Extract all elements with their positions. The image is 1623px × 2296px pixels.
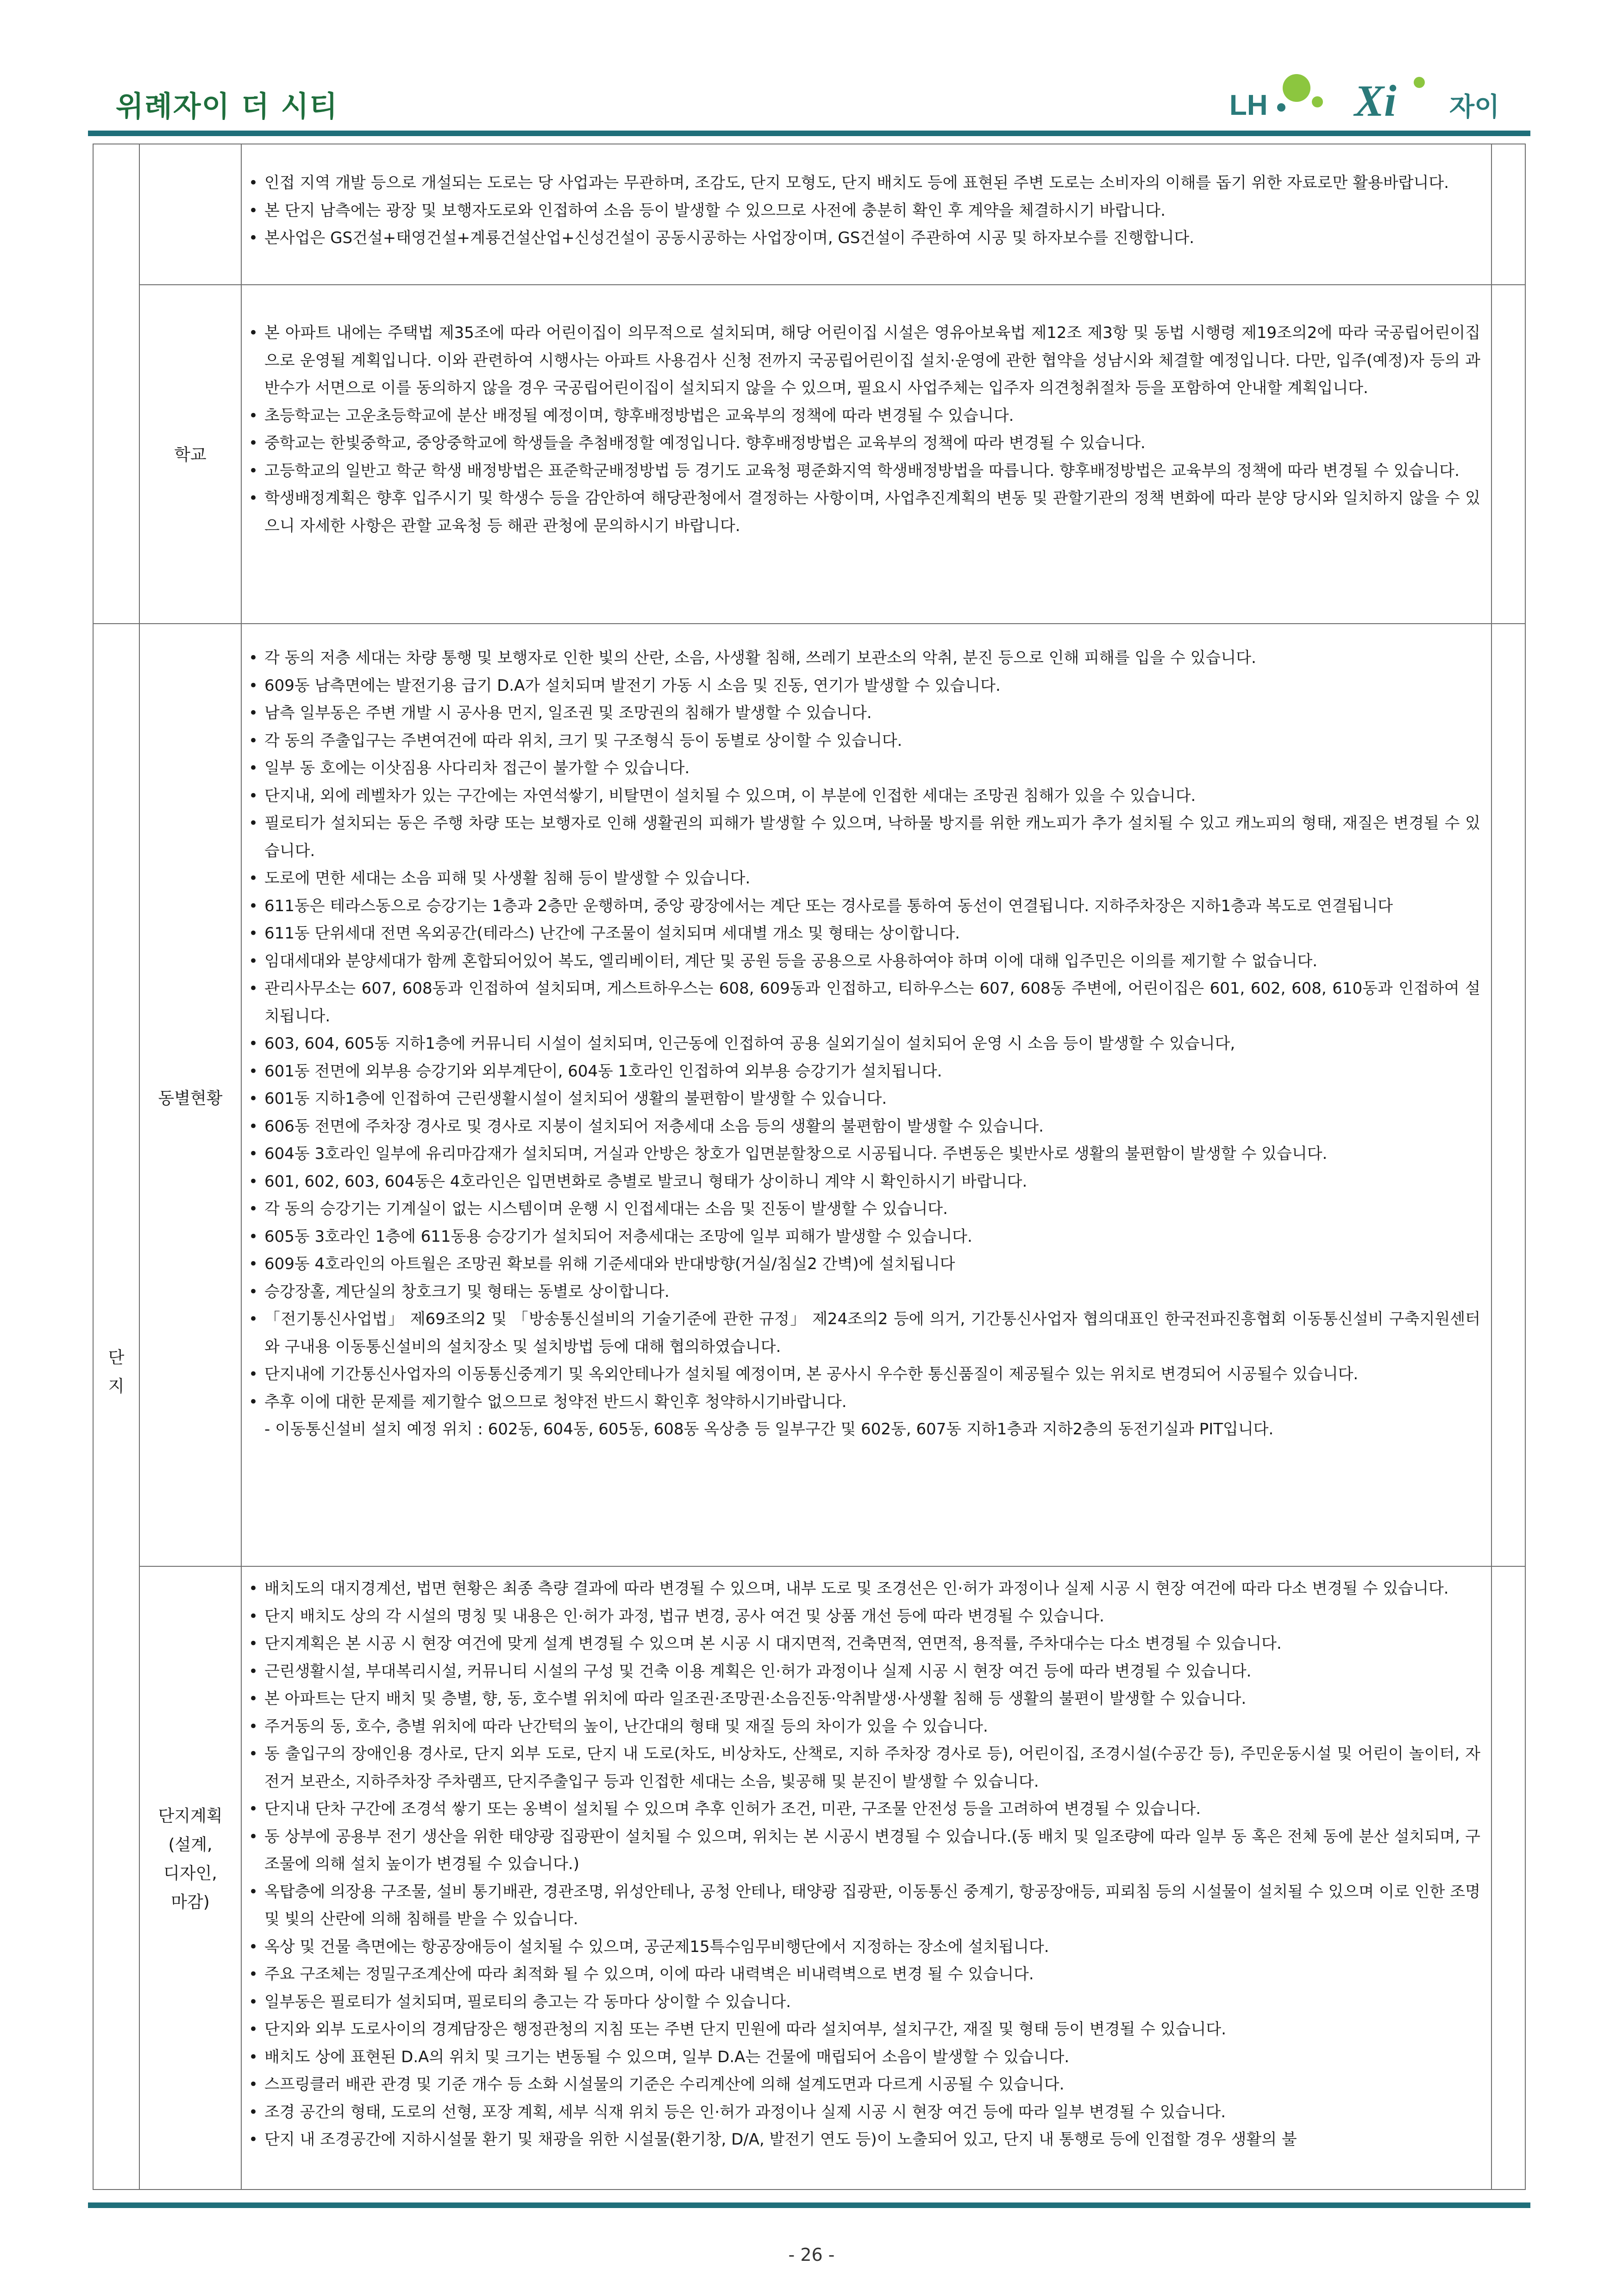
row-label-plan — [140, 1802, 241, 1917]
plan-label-line-4: 마감) — [171, 1893, 210, 1912]
list-item: • 606동 전면에 주차장 경사로 및 경사로 지붕이 설치되어 저층세대 소음 등의 생활의 불편함이 발생할 수 있습니다. — [249, 1113, 1480, 1141]
list-item: • 605동 3호라인 1층에 611동용 승강기가 설치되어 저층세대는 조망에 일부 피해가 발생할 수 있습니다. — [249, 1223, 1480, 1251]
list-item: • 배치도의 대지경계선, 법면 현황은 최종 측량 결과에 따라 변경될 수 있으며, 내부 도로 및 조경선은 인·허가 과정이나 실제 시공 시 현장 여건에 따라 다소 변경될 수 있습니다. — [249, 1575, 1480, 1603]
row-label-school: 학교 — [174, 445, 207, 464]
list-item: • 일부 동 호에는 이삿짐용 사다리차 접근이 불가할 수 있습니다. — [249, 755, 1480, 782]
list-item: • 동 상부에 공용부 전기 생산을 위한 태양광 집광판이 설치될 수 있으며, 위치는 본 시공시 변경될 수 있습니다.(동 배치 및 일조량에 따라 일부 동 혹은 전체 동에 분산 설치되며, 구조물에 의해 설치 높이가 변경될 수 있습니다.) — [249, 1823, 1480, 1878]
list-item: • 주요 구조체는 정밀구조계산에 따라 최적화 될 수 있으며, 이에 따라 내력벽은 비내력벽으로 변경 될 수 있습니다. — [249, 1961, 1480, 1989]
xi-brand-text: 자이 — [1449, 92, 1500, 122]
lh-logo-dot-small — [1312, 96, 1323, 107]
notice-table — [93, 144, 1526, 2190]
top-section-text — [249, 169, 1480, 252]
plan-section-text — [249, 1575, 1480, 2154]
list-item: • 인접 지역 개발 등으로 개설되는 도로는 당 사업과는 무관하며, 조감도, 단지 모형도, 단지 배치도 등에 표현된 주변 도로는 소비자의 이해를 돕기 위한 자료로만 활용바랍니다. — [249, 169, 1480, 197]
list-item: • 본 아파트 내에는 주택법 제35조에 따라 어린이집이 의무적으로 설치되며, 해당 어린이집 시설은 영유아보육법 제12조 제3항 및 동법 시행령 제19조의2에 따라 국공립어린이집으로 운영될 계획입니다. 이와 관련하여 시행사는 아파트 사용검사 신청 전까지 국공립어린이집 설치·운영에 관한 협약을 성남시와 체결할 예정입니다. 다만, 입주(예정)자 등의 과반수가 서면으로 이를 동의하지 않을 경우 국공립어린이집이 설치되지 않을 수 있으며, 필요시 사업주체는 입주자 의견청취절차 등을 포함하여 안내할 계획입니다. — [249, 319, 1480, 402]
plan-label-line-2: (설계, — [168, 1835, 213, 1854]
xi-logo-text: Xi — [1354, 76, 1397, 125]
page-number: - 26 - — [788, 2245, 835, 2265]
list-item: • 일부동은 필로티가 설치되며, 필로티의 층고는 각 동마다 상이할 수 있습니다. — [249, 1989, 1480, 2016]
col-divider-2 — [241, 144, 242, 2189]
list-item: • 배치도 상에 표현된 D.A의 위치 및 크기는 변동될 수 있으며, 일부 D.A는 건물에 매립되어 소음이 발생할 수 있습니다. — [249, 2044, 1480, 2071]
list-item: • 603, 604, 605동 지하1층에 커뮤니티 시설이 설치되며, 인근동에 인접하여 공용 실외기실이 설치되어 운영 시 소음 등이 발생할 수 있습니다, — [249, 1030, 1480, 1058]
list-item: • 단지계획은 본 시공 시 현장 여건에 맞게 설계 변경될 수 있으며 본 시공 시 대지면적, 건축면적, 연면적, 용적률, 주차대수는 다소 변경될 수 있습니다. — [249, 1630, 1480, 1658]
list-item: • 601, 602, 603, 604동은 4호라인은 입면변화로 층별로 발코니 형태가 상이하니 계약 시 확인하시기 바랍니다. — [249, 1168, 1480, 1196]
list-item: • 609동 남측면에는 발전기용 급기 D.A가 설치되며 발전기 가동 시 소음 및 진동, 연기가 발생할 수 있습니다. — [249, 672, 1480, 700]
row-divider-building — [139, 1566, 1525, 1567]
page-header — [88, 76, 1530, 130]
lh-xi-logo — [1202, 69, 1526, 125]
list-item: • 단지내, 외에 레벨차가 있는 구간에는 자연석쌓기, 비탈면이 설치될 수 있으며, 이 부분에 인접한 세대는 조망권 침해가 있을 수 있습니다. — [249, 782, 1480, 810]
list-item: • 동 출입구의 장애인용 경사로, 단지 외부 도로, 단지 내 도로(차도, 비상차도, 산책로, 지하 주차장 경사로 등), 어린이집, 조경시설(수공간 등), 주민운동시설 및 어린이 놀이터, 자전거 보관소, 지하주차장 주차램프, 단지주출입구 등과 인접한 세대는 소음, 빛공해 및 분진이 발생할 수 있습니다. — [249, 1740, 1480, 1796]
list-item: • 601동 전면에 외부용 승강기와 외부계단이, 604동 1호라인 인접하여 외부용 승강기가 설치됩니다. — [249, 1058, 1480, 1086]
sub-note: - 이동통신설비 설치 예정 위치 : 602동, 604동, 605동, 608동 옥상층 등 일부구간 및 602동, 607동 지하1층과 지하2층의 동전기실과 PIT입니다. — [264, 1420, 1274, 1439]
list-item: • 601동 지하1층에 인접하여 근린생활시설이 설치되어 생활의 불편함이 발생할 수 있습니다. — [249, 1085, 1480, 1113]
list-item: • 옥탑층에 의장용 구조물, 설비 통기배관, 경관조명, 위성안테나, 공청 안테나, 태양광 집광판, 이동통신 중계기, 항공장애등, 피뢰침 등의 시설물이 설치될 수 있으며 이로 인한 조명 및 빛의 산란에 의해 침해를 받을 수 있습니다. — [249, 1878, 1480, 1933]
list-item: • 각 동의 승강기는 기계실이 없는 시스템이며 운행 시 인접세대는 소음 및 진동이 발생할 수 있습니다. — [249, 1195, 1480, 1223]
list-item: • 근린생활시설, 부대복리시설, 커뮤니티 시설의 구성 및 건축 이용 계획은 인·허가 과정이나 실제 시공 시 현장 여건 등에 따라 변경될 수 있습니다. — [249, 1658, 1480, 1686]
category-danji-char-2: 지 — [108, 1377, 125, 1396]
category-danji-char-1: 단 — [108, 1348, 125, 1367]
list-item: • 604동 3호라인 일부에 유리마감재가 설치되며, 거실과 안방은 창호가 입면분할창으로 시공됩니다. 주변동은 빛반사로 생활의 불편함이 발생할 수 있습니다. — [249, 1140, 1480, 1168]
list-item: • 각 동의 저층 세대는 차량 통행 및 보행자로 인한 빛의 산란, 소음, 사생활 침해, 쓰레기 보관소의 악취, 분진 등으로 인해 피해를 입을 수 있습니다. — [249, 644, 1480, 672]
list-item: • 중학교는 한빛중학교, 중앙중학교에 학생들을 추첨배정할 예정입니다. 향후배정방법은 교육부의 정책에 따라 변경될 수 있습니다. — [249, 430, 1480, 457]
list-item: • 조경 공간의 형태, 도로의 선형, 포장 계획, 세부 식재 위치 등은 인·허가 과정이나 실제 시공 시 현장 여건 등에 따라 일부 변경될 수 있습니다. — [249, 2099, 1480, 2127]
list-item: • 「전기통신사업법」 제69조의2 및 「방송통신설비의 기술기준에 관한 규정」 제24조의2 등에 의거, 기간통신사업자 협의대표인 한국전파진흥협회 이동통신설비 구축지원센터와 구내용 이동통신설비의 설치장소 및 설치방법 등에 대해 협의하였습니다. — [249, 1306, 1480, 1361]
list-item: • 609동 4호라인의 아트월은 조망권 확보를 위해 기준세대와 반대방향(거실/침실2 간벽)에 설치됩니다 — [249, 1251, 1480, 1278]
col-divider-3 — [1491, 144, 1492, 2189]
list-item: • 학생배정계획은 향후 입주시기 및 학생수 등을 감안하여 해당관청에서 결정하는 사항이며, 사업추진계획의 변동 및 관할기관의 정책 변화에 따라 분양 당시와 일치하지 않을 수 있으니 자세한 사항은 관할 교육청 등 해관 관청에 문의하시기 바랍니다. — [249, 485, 1480, 540]
row-divider-school — [94, 623, 1525, 624]
list-item: • 611동은 테라스동으로 승강기는 1층과 2층만 운행하며, 중앙 광장에서는 계단 또는 경사로를 통하여 동선이 연결됩니다. 지하주차장은 지하1층과 복도로 연결됩니다 — [249, 893, 1480, 920]
list-item: • 단지내 단차 구간에 조경석 쌓기 또는 옹벽이 설치될 수 있으며 추후 인허가 조건, 미관, 구조물 안전성 등을 고려하여 변경될 수 있습니다. — [249, 1796, 1480, 1823]
list-item: • 611동 단위세대 전면 옥외공간(테라스) 난간에 구조물이 설치되며 세대별 개소 및 형태는 상이합니다. — [249, 920, 1480, 948]
list-item: • 필로티가 설치되는 동은 주행 차량 또는 보행자로 인해 생활권의 피해가 발생할 수 있으며, 낙하물 방지를 위한 캐노피가 추가 설치될 수 있고 캐노피의 형태, 재질은 변경될 수 있습니다. — [249, 810, 1480, 865]
row-label-building: 동별현황 — [158, 1089, 223, 1108]
list-item: • 단지 내 조경공간에 지하시설물 환기 및 채광을 위한 시설물(환기창, D/A, 발전기 연도 등)이 노출되어 있고, 단지 내 통행로 등에 인접할 경우 생활의 불 — [249, 2126, 1480, 2154]
list-item: • 본 아파트는 단지 배치 및 층별, 향, 동, 호수별 위치에 따라 일조권·조망권·소음진동·악취발생·사생활 침해 등 생활의 불편이 발생할 수 있습니다. — [249, 1685, 1480, 1713]
list-item: • 단지내에 기간통신사업자의 이동통신중계기 및 옥외안테나가 설치될 예정이며, 본 공사시 우수한 통신품질이 제공될수 있는 위치로 변경되어 시공될수 있습니다. — [249, 1361, 1480, 1389]
list-item: • 본 단지 남측에는 광장 및 보행자도로와 인접하여 소음 등이 발생할 수 있으므로 사전에 충분히 확인 후 계약을 체결하시기 바랍니다. — [249, 197, 1480, 225]
list-item: • 초등학교는 고운초등학교에 분산 배정될 예정이며, 향후배정방법은 교육부의 정책에 따라 변경될 수 있습니다. — [249, 402, 1480, 430]
plan-label-line-1: 단지계획 — [158, 1807, 223, 1826]
building-section-text — [249, 644, 1480, 1444]
document-title: 위례자이 더 시티 — [116, 89, 338, 123]
list-item: • 본사업은 GS건설+태영건설+계룡건설산업+신성건설이 공동시공하는 사업장이며, GS건설이 주관하여 시공 및 하자보수를 진행합니다. — [249, 225, 1480, 252]
footer-rule — [88, 2202, 1530, 2208]
plan-label-line-3: 디자인, — [163, 1864, 217, 1883]
school-section-text — [249, 319, 1480, 540]
list-item: • 단지 배치도 상의 각 시설의 명칭 및 내용은 인·허가 과정, 법규 변경, 공사 여건 및 상품 개선 등에 따라 변경될 수 있습니다. — [249, 1603, 1480, 1631]
list-item: • 도로에 면한 세대는 소음 피해 및 사생활 침해 등이 발생할 수 있습니다. — [249, 865, 1480, 893]
list-item: • 승강장홀, 계단실의 창호크기 및 형태는 동별로 상이합니다. — [249, 1278, 1480, 1306]
list-item: • 스프링클러 배관 관경 및 기준 개수 등 소화 시설물의 기준은 수리계산에 의해 설계도면과 다르게 시공될 수 있습니다. — [249, 2071, 1480, 2099]
header-rule — [88, 131, 1530, 136]
xi-logo-accent — [1414, 77, 1425, 88]
list-item: • 관리사무소는 607, 608동과 인접하여 설치되며, 게스트하우스는 608, 609동과 인접하고, 티하우스는 607, 608동 주변에, 어린이집은 601, 602, 608, 610동과 인접하여 설치됩니다. — [249, 975, 1480, 1030]
list-item: • 임대세대와 분양세대가 함께 혼합되어있어 복도, 엘리베이터, 계단 및 공원 등을 공용으로 사용하여야 하며 이에 대해 입주민은 이의를 제기할 수 없습니다. — [249, 948, 1480, 976]
category-danji-label — [94, 1344, 139, 1401]
list-item: • 남측 일부동은 주변 개발 시 공사용 먼지, 일조권 및 조망권의 침해가 발생할 수 있습니다. — [249, 700, 1480, 727]
list-item: • 각 동의 주출입구는 주변여건에 따라 위치, 크기 및 구조형식 등이 동별로 상이할 수 있습니다. — [249, 727, 1480, 755]
list-item: • 옥상 및 건물 측면에는 항공장애등이 설치될 수 있으며, 공군제15특수임무비행단에서 지정하는 장소에 설치됩니다. — [249, 1933, 1480, 1961]
list-item: • 주거동의 동, 호수, 층별 위치에 따라 난간턱의 높이, 난간대의 형태 및 재질 등의 차이가 있을 수 있습니다. — [249, 1713, 1480, 1741]
lh-logo-dot-tiny — [1277, 103, 1285, 112]
lh-logo-dot-large — [1283, 74, 1310, 102]
list-item: • 단지와 외부 도로사이의 경계담장은 행정관청의 지침 또는 주변 단지 민원에 따라 설치여부, 설치구간, 재질 및 형태 등이 변경될 수 있습니다. — [249, 2016, 1480, 2044]
lh-logo-text: LH — [1229, 89, 1268, 121]
row-divider-top — [139, 284, 1525, 285]
list-item: • 추후 이에 대한 문제를 제기할수 없으므로 청약전 반드시 확인후 청약하시기바랍니다. — [249, 1389, 1480, 1416]
list-item: • 고등학교의 일반고 학군 학생 배정방법은 표준학군배정방법 등 경기도 교육청 평준화지역 학생배정방법을 따릅니다. 향후배정방법은 교육부의 정책에 따라 변경될 수 있습니다. — [249, 457, 1480, 485]
